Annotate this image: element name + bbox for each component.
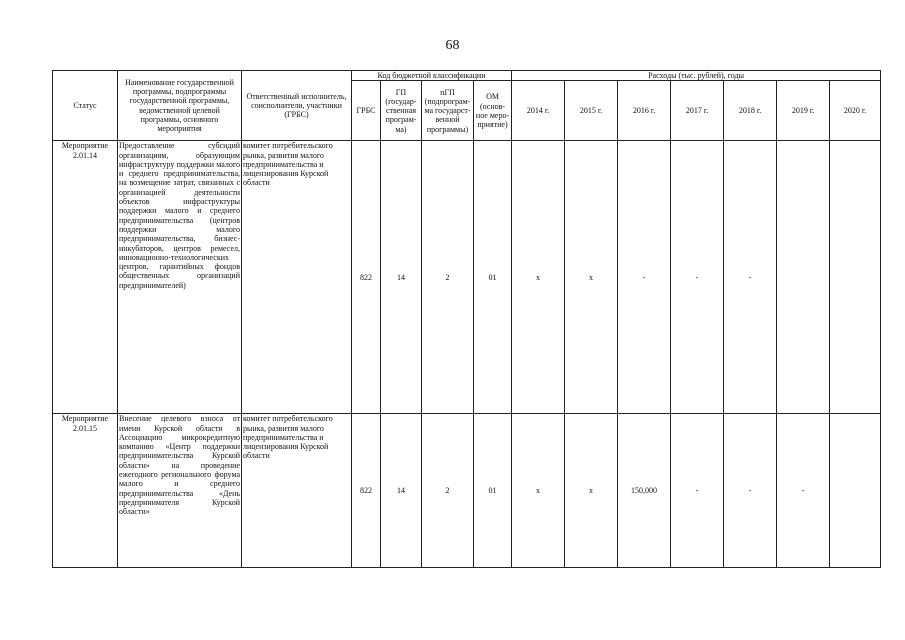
page-number: 68 (445, 38, 460, 53)
row-year-2020 (830, 141, 881, 414)
header-grbs: ГРБС (352, 81, 381, 141)
row-grbs: 822 (352, 414, 381, 568)
header-name: Наименование государственной программы, подпрограммы государственной программы, ведомственной целевой программы, основного мероприятия (118, 71, 242, 141)
row-pgp: 2 (422, 414, 474, 568)
row-year-2015: x (565, 414, 618, 568)
header-year-2015: 2015 г. (565, 81, 618, 141)
header-year-2014: 2014 г. (512, 81, 565, 141)
row-status: Мероприятие 2.01.15 (53, 414, 118, 568)
row-name: Внесение целевого взноса от имени Курской области в Ассоциацию микрокредитную компанию «Центр поддержки предпринимательства Курской области» на проведение ежегодного регионального форума малого и среднего предпринимательства «День предпринимателя Курской области» (118, 414, 242, 568)
row-gp: 14 (381, 141, 422, 414)
header-year-2019: 2019 г. (777, 81, 830, 141)
header-expenses: Расходы (тыс. рублей), годы (512, 71, 881, 81)
row-pgp: 2 (422, 141, 474, 414)
row-grbs: 822 (352, 141, 381, 414)
row-gp: 14 (381, 414, 422, 568)
row-year-2015: x (565, 141, 618, 414)
row-om: 01 (474, 141, 512, 414)
budget-table (52, 70, 881, 568)
header-gp: ГП (государ-ственная програм-ма) (381, 81, 422, 141)
header-responsible: Ответственный исполнитель, соисполнители, участники (ГРБС) (242, 71, 352, 141)
row-year-2020 (830, 414, 881, 568)
header-budget-code: Код бюджетной классификации (352, 71, 512, 81)
row-year-2018: - (724, 414, 777, 568)
table-row (53, 414, 881, 568)
row-year-2017: - (671, 141, 724, 414)
row-name: Предоставление субсидий организациям, образующим инфраструктуру поддержки малого и среднего предпринимательства, на возмещение затрат, связанных с организацией деятельности объектов инфраструктуры поддержки малого и среднего предпринимательства (центров поддержки малого предпринимательства, бизнес-инкубаторов, центров ремесел, инновационно-технологических центров, гарантийных фондов общественных организаций предпринимателей) (118, 141, 242, 414)
row-year-2019: - (777, 414, 830, 568)
header-pgp: пГП (подпрограм-ма государст-венной программы) (422, 81, 474, 141)
row-year-2018: - (724, 141, 777, 414)
row-year-2016: - (618, 141, 671, 414)
row-responsible: комитет потребительского рынка, развития малого предпринимательства и лицензирования Курской области (242, 141, 352, 414)
row-year-2014: x (512, 414, 565, 568)
header-year-2016: 2016 г. (618, 81, 671, 141)
row-responsible: комитет потребительского рынка, развития малого предпринимательства и лицензирования Курской области (242, 414, 352, 568)
header-status: Статус (53, 71, 118, 141)
row-om: 01 (474, 414, 512, 568)
row-year-2017: - (671, 414, 724, 568)
row-year-2019 (777, 141, 830, 414)
table-row (53, 141, 881, 414)
row-status: Мероприятие 2.01.14 (53, 141, 118, 414)
header-year-2020: 2020 г. (830, 81, 881, 141)
row-year-2014: x (512, 141, 565, 414)
header-year-2017: 2017 г. (671, 81, 724, 141)
header-om: ОМ (основ-ное меро-приятие) (474, 81, 512, 141)
row-year-2016: 150,000 (618, 414, 671, 568)
header-year-2018: 2018 г. (724, 81, 777, 141)
